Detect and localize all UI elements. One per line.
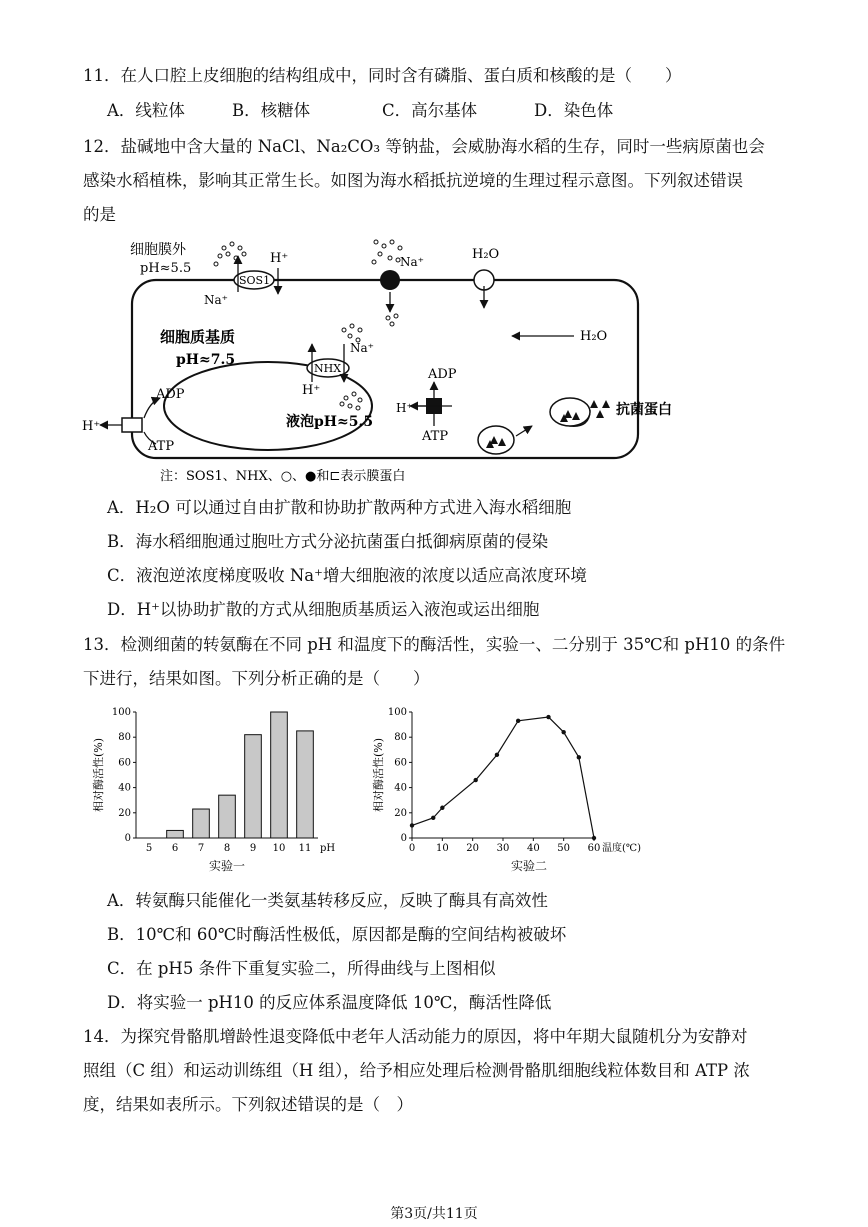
x-tick-label: 30 bbox=[496, 843, 510, 854]
cytoplasm-ph: pH≈7.5 bbox=[176, 352, 236, 368]
svg-text:ATP: ATP bbox=[148, 439, 175, 454]
x-tick-label: 6 bbox=[171, 843, 179, 854]
svg-text:H⁺: H⁺ bbox=[302, 383, 321, 398]
q12-stem-line-1: 12．盐碱地中含大量的 NaCl、Na₂CO₃ 等钠盐，会威胁海水稻的生存，同时一些病原菌也会 bbox=[83, 137, 765, 156]
q12-option-c: C．液泡逆浓度梯度吸收 Na⁺增大细胞液的浓度以适应高浓度环境 bbox=[107, 566, 587, 585]
data-point bbox=[431, 816, 435, 820]
x-tick-label: 8 bbox=[223, 843, 231, 854]
aquaporin bbox=[472, 247, 499, 308]
data-point bbox=[561, 730, 565, 734]
y-tick-label: 20 bbox=[118, 807, 131, 819]
y-tick-label: 60 bbox=[394, 757, 407, 769]
x-tick-label: 10 bbox=[272, 843, 286, 854]
y-tick-label: 80 bbox=[394, 732, 407, 744]
vacuole-h-pump bbox=[396, 367, 457, 444]
data-point bbox=[516, 719, 520, 723]
q14-stem-line-3: 度，结果如表所示。下列叙述错误的是（ ） bbox=[83, 1095, 413, 1114]
y-tick-label: 0 bbox=[124, 833, 131, 844]
q13-stem-line-1: 13．检测细菌的转氨酶在不同 pH 和温度下的酶活性，实验一、二分别于 35℃和 pH10 的条件 bbox=[83, 635, 786, 654]
x-tick-label: 60 bbox=[587, 843, 601, 854]
svg-text:H₂O: H₂O bbox=[472, 247, 500, 262]
q12-option-b: B．海水稻细胞通过胞吐方式分泌抗菌蛋白抵御病原菌的侵染 bbox=[107, 532, 549, 551]
svg-text:NHX: NHX bbox=[314, 362, 342, 375]
q14-stem-line-1: 14．为探究骨骼肌增龄性退变降低中老年人活动能力的原因，将中年期大鼠随机分为安静对 bbox=[83, 1027, 748, 1046]
y-tick-label: 0 bbox=[400, 833, 407, 844]
y-axis-label: 相对酶活性(%) bbox=[92, 737, 105, 813]
x-tick-label: 50 bbox=[557, 843, 571, 854]
bar bbox=[167, 830, 184, 838]
q11-option-a: A．线粒体 bbox=[107, 101, 185, 120]
q11-option-b: B．核糖体 bbox=[232, 101, 311, 120]
na-particles-outside bbox=[214, 242, 246, 266]
svg-text:SOS1: SOS1 bbox=[239, 274, 271, 287]
q12-option-d: D．H⁺以协助扩散的方式从细胞质基质运入液泡或运出细胞 bbox=[107, 600, 540, 619]
cytoplasm-label: 细胞质基质 bbox=[160, 328, 236, 346]
bar bbox=[219, 795, 236, 838]
x-axis-label: pH bbox=[320, 843, 336, 854]
series-line bbox=[412, 717, 594, 838]
q13-stem-line-2: 下进行，结果如图。下列分析正确的是（ ） bbox=[83, 669, 430, 688]
svg-text:ATP: ATP bbox=[422, 429, 449, 444]
x-tick-label: 20 bbox=[466, 843, 480, 854]
x-tick-label: 40 bbox=[526, 843, 540, 854]
q12-stem-line-3: 的是 bbox=[83, 205, 116, 224]
q13-option-a: A．转氨酶只能催化一类氨基转移反应，反映了酶具有高效性 bbox=[107, 891, 548, 910]
page-footer: 第3页/共11页 bbox=[390, 1206, 478, 1222]
q13-option-d: D．将实验一 pH10 的反应体系温度降低 10℃，酶活性降低 bbox=[107, 993, 552, 1012]
x-tick-label: 7 bbox=[197, 843, 205, 854]
chart-caption: 实验一 bbox=[208, 859, 246, 873]
svg-text:Na⁺: Na⁺ bbox=[350, 341, 374, 355]
y-tick-label: 40 bbox=[118, 782, 131, 794]
exocytosis-vesicles bbox=[478, 398, 672, 454]
q11-option-d: D．染色体 bbox=[534, 101, 614, 120]
svg-text:H⁺: H⁺ bbox=[396, 401, 413, 415]
q12-stem-line-2: 感染水稻植株，影响其正常生长。如图为海水稻抵抗逆境的生理过程示意图。下列叙述错误 bbox=[83, 171, 743, 190]
svg-text:Na⁺: Na⁺ bbox=[204, 293, 228, 307]
svg-text:Na⁺: Na⁺ bbox=[400, 255, 424, 269]
svg-text:ADP: ADP bbox=[156, 387, 185, 402]
x-tick-label: 9 bbox=[249, 843, 257, 854]
data-point bbox=[440, 806, 444, 810]
q11-stem: 11．在人口腔上皮细胞的结构组成中，同时含有磷脂、蛋白质和核酸的是（ ） bbox=[83, 66, 682, 85]
data-point bbox=[577, 755, 581, 759]
y-tick-label: 60 bbox=[118, 757, 131, 769]
bar bbox=[297, 731, 314, 838]
bar bbox=[193, 809, 210, 838]
svg-text:H⁺: H⁺ bbox=[270, 251, 289, 266]
chart-experiment-2 bbox=[368, 700, 668, 878]
y-tick-label: 80 bbox=[118, 732, 131, 744]
svg-text:抗菌蛋白: 抗菌蛋白 bbox=[616, 402, 672, 418]
x-tick-label: 11 bbox=[298, 843, 312, 854]
q14-stem-line-2: 照组（C 组）和运动训练组（H 组），给予相应处理后检测骨骼肌细胞线粒体数目和 ATP 浓 bbox=[83, 1061, 750, 1080]
y-axis-label: 相对酶活性(%) bbox=[372, 737, 385, 813]
cell-diagram bbox=[70, 232, 710, 490]
y-tick-label: 20 bbox=[394, 807, 407, 819]
y-tick-label: 40 bbox=[394, 782, 407, 794]
q13-option-c: C．在 pH5 条件下重复实验二，所得曲线与上图相似 bbox=[107, 959, 496, 978]
data-point bbox=[474, 778, 478, 782]
chart-caption: 实验二 bbox=[510, 859, 548, 873]
diagram-note: 注：SOS1、NHX、○、●和⊏表示膜蛋白 bbox=[160, 469, 406, 484]
x-axis-label: 温度(℃) bbox=[602, 843, 641, 854]
data-point bbox=[546, 715, 550, 719]
data-point bbox=[592, 836, 596, 840]
x-tick-label: 0 bbox=[408, 843, 416, 854]
svg-text:H⁺: H⁺ bbox=[82, 419, 101, 434]
vacuole-label: 液泡pH≈5.5 bbox=[286, 414, 374, 430]
bar bbox=[271, 712, 288, 838]
outside-ph: pH≈5.5 bbox=[140, 261, 192, 276]
svg-text:ADP: ADP bbox=[428, 367, 457, 382]
data-point bbox=[410, 823, 414, 827]
y-tick-label: 100 bbox=[387, 707, 407, 718]
x-tick-label: 5 bbox=[145, 843, 153, 854]
q11-option-c: C．高尔基体 bbox=[382, 101, 478, 120]
y-tick-label: 100 bbox=[111, 707, 131, 718]
outside-label: 细胞膜外 bbox=[130, 242, 186, 258]
nhx-transporter bbox=[302, 324, 374, 410]
q12-option-a: A．H₂O 可以通过自由扩散和协助扩散两种方式进入海水稻细胞 bbox=[107, 498, 572, 517]
bar bbox=[245, 735, 262, 838]
x-tick-label: 10 bbox=[435, 843, 449, 854]
q13-option-b: B．10℃和 60℃时酶活性极低，原因都是酶的空间结构被破坏 bbox=[107, 925, 567, 944]
na-channel bbox=[372, 240, 424, 326]
data-point bbox=[495, 753, 499, 757]
h2o-diffusion bbox=[512, 329, 607, 344]
chart-experiment-1 bbox=[88, 700, 348, 878]
svg-text:H₂O: H₂O bbox=[580, 329, 608, 344]
